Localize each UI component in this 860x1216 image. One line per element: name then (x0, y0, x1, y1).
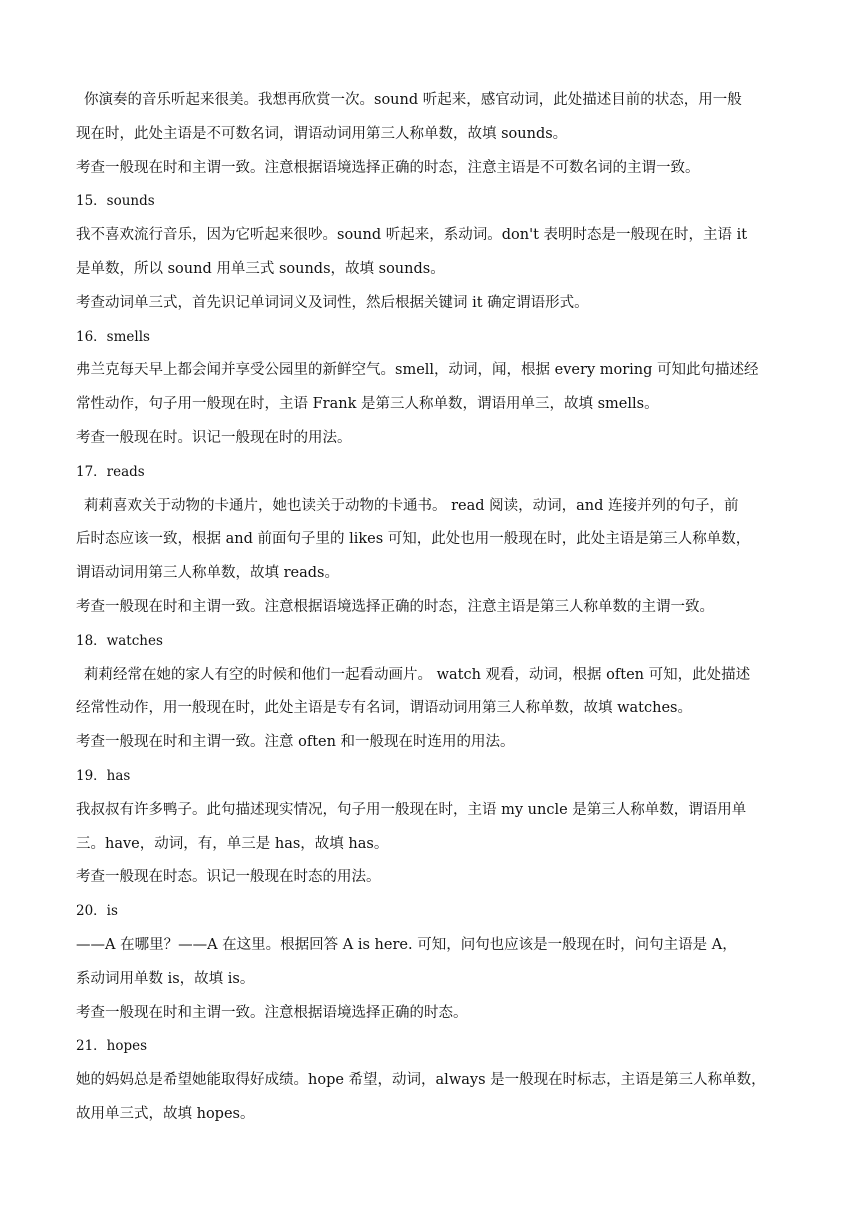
explanation-line: 后时态应该一致，根据 and 前面句子里的 likes 可知，此处也用一般现在时，此处主语是第三人称单数， (76, 531, 751, 548)
explanation-line: 我叔叔有许多鸭子。此句描述现实情况，句子用一般现在时，主语 my uncle 是第三人称单数，谓语用单 (76, 801, 747, 818)
explanation-line: 经常性动作，用一般现在时，此处主语是专有名词，谓语动词用第三人称单数，故填 watches。 (76, 700, 692, 717)
explanation-line: 是单数，所以 sound 用单三式 sounds，故填 sounds。 (76, 260, 445, 277)
answer-heading: 20．is (76, 903, 118, 920)
explanation-line: 考查一般现在时和主谓一致。注意根据语境选择正确的时态，注意主语是不可数名词的主谓一致。 (76, 159, 700, 176)
explanation-line: 你演奏的音乐听起来很美。我想再欣赏一次。sound 听起来，感官动词，此处描述目前的状态，用一般 (84, 92, 742, 108)
explanation-line: 三。have，动词，有，单三是 has，故填 has。 (76, 835, 389, 852)
explanation-line: 系动词用单数 is，故填 is。 (76, 970, 255, 987)
answer-heading: 16．smells (76, 328, 150, 345)
answer-heading: 17．reads (76, 463, 145, 480)
explanation-line: 弗兰克每天早上都会闻并享受公园里的新鲜空气。smell，动词，闻，根据 every moring 可知此句描述经 (76, 362, 759, 379)
explanation-line: 考查一般现在时和主谓一致。注意 often 和一般现在时连用的用法。 (76, 734, 515, 751)
explanation-line: 我不喜欢流行音乐，因为它听起来很吵。sound 听起来，系动词。don't 表明时态是一般现在时，主语 it (76, 227, 748, 244)
explanation-line: 莉莉经常在她的家人有空的时候和他们一起看动画片。 watch 观看，动词，根据 often 可知，此处描述 (84, 666, 751, 683)
explanation-line: ——A 在哪里？——A 在这里。根据回答 A is here. 可知，问句也应该是一般现在时，问句主语是 A， (76, 936, 737, 953)
explanation-line: 莉莉喜欢关于动物的卡通片，她也读关于动物的卡通书。 read 阅读，动词，and 连接并列的句子，前 (84, 497, 739, 514)
explanation-line: 考查一般现在时和主谓一致。注意根据语境选择正确的时态。 (76, 1004, 468, 1021)
explanation-line: 考查动词单三式，首先识记单词词义及词性，然后根据关键词 it 确定谓语形式。 (76, 294, 589, 311)
explanation-line: 现在时，此处主语是不可数名词，谓语动词用第三人称单数，故填 sounds。 (76, 125, 568, 142)
answer-heading: 21．hopes (76, 1038, 148, 1055)
explanation-line: 故用单三式，故填 hopes。 (76, 1105, 255, 1122)
explanation-line: 常性动作，句子用一般现在时，主语 Frank 是第三人称单数，谓语用单三，故填 smells。 (76, 396, 659, 413)
answer-explanations (76, 84, 788, 1132)
answer-heading: 19．has (76, 767, 131, 784)
explanation-line: 考查一般现在时和主谓一致。注意根据语境选择正确的时态，注意主语是第三人称单数的主谓一致。 (76, 598, 714, 615)
explanation-line: 考查一般现在时态。识记一般现在时态的用法。 (76, 869, 381, 886)
answer-heading: 15．sounds (76, 193, 155, 210)
explanation-line: 谓语动词用第三人称单数，故填 reads。 (76, 565, 339, 582)
explanation-line: 考查一般现在时。识记一般现在时的用法。 (76, 429, 352, 446)
explanation-line: 她的妈妈总是希望她能取得好成绩。hope 希望，动词，always 是一般现在时标志，主语是第三人称单数， (76, 1072, 766, 1089)
answer-heading: 18．watches (76, 632, 163, 649)
